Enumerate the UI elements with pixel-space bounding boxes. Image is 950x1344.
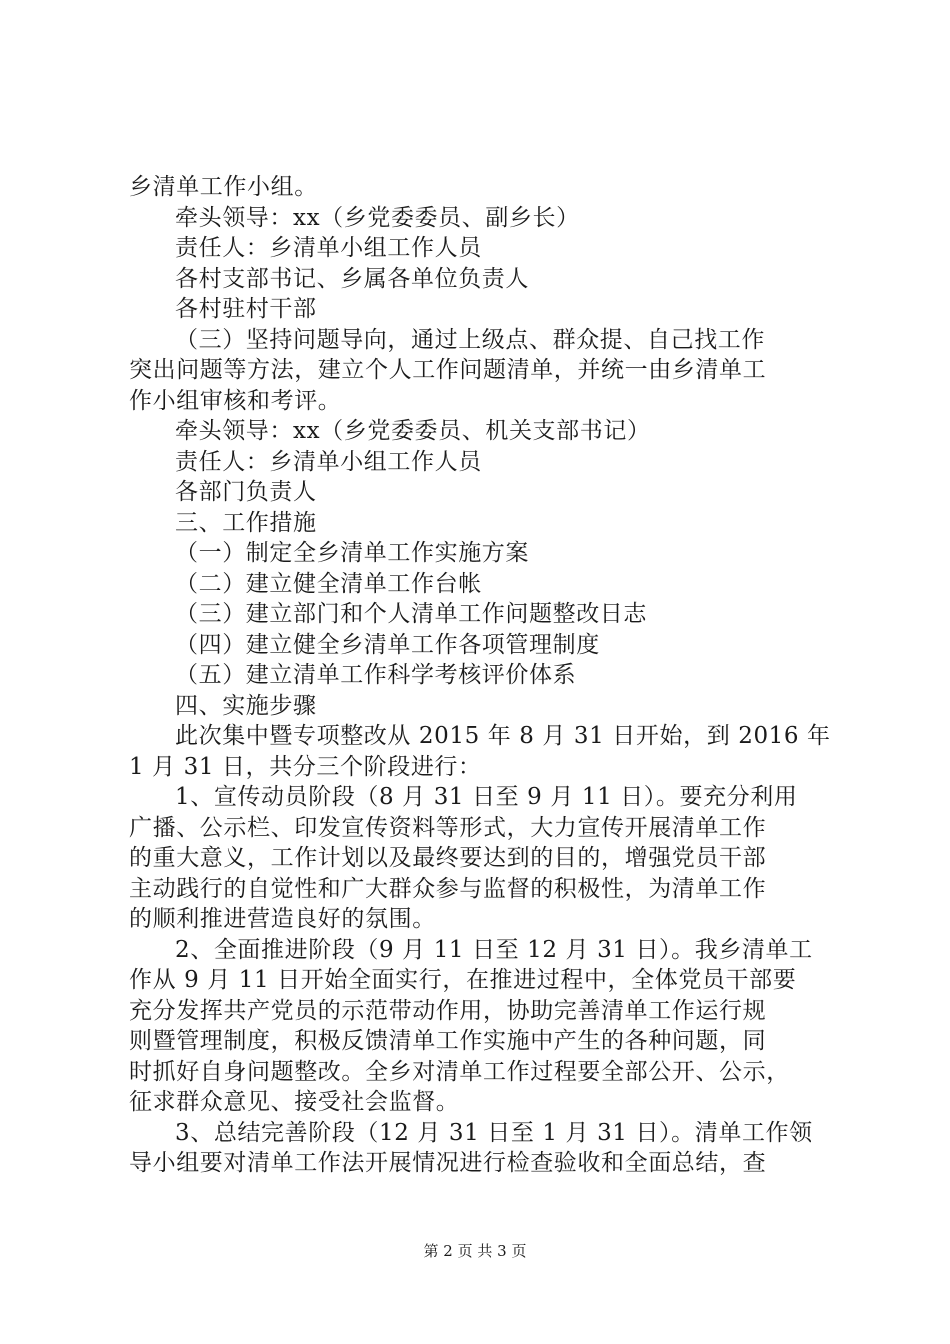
text-line: 责任人：乡清单小组工作人员 bbox=[175, 235, 482, 261]
text-line: 充分发挥共产党员的示范带动作用，协助完善清单工作运行规 bbox=[129, 997, 767, 1024]
text-line: 三、工作措施 bbox=[175, 509, 317, 536]
text-line: 各部门负责人 bbox=[175, 479, 317, 505]
text-line: 牵头领导：xx（乡党委委员、副乡长） bbox=[175, 204, 580, 231]
text-line: 牵头领导：xx（乡党委委员、机关支部书记） bbox=[175, 418, 651, 444]
text-line: （五）建立清单工作科学考核评价体系 bbox=[175, 662, 577, 688]
page-footer: 第 2 页 共 3 页 bbox=[423, 1242, 527, 1260]
document-body bbox=[129, 172, 834, 1179]
text-line: 各村支部书记、乡属各单位负责人 bbox=[175, 265, 529, 292]
text-line: 3、总结完善阶段（12 月 31 日至 1 月 31 日）。清单工作领 bbox=[175, 1119, 813, 1146]
text-line: （一）制定全乡清单工作实施方案 bbox=[175, 540, 529, 566]
text-line: 此次集中暨专项整改从 2015 年 8 月 31 日开始，到 2016 年 bbox=[175, 723, 831, 749]
text-line: 广播、公示栏、印发宣传资料等形式，大力宣传开展清单工作 bbox=[129, 814, 767, 841]
text-line: 突出问题等方法，建立个人工作问题清单，并统一由乡清单工 bbox=[129, 357, 767, 383]
text-line: 时抓好自身问题整改。全乡对清单工作过程要全部公开、公示， bbox=[129, 1058, 790, 1085]
text-line: 主动践行的自觉性和广大群众参与监督的积极性，为清单工作 bbox=[129, 875, 767, 902]
text-line: 作小组审核和考评。 bbox=[129, 387, 342, 414]
text-line: 各村驻村干部 bbox=[175, 296, 317, 322]
text-line: （三）建立部门和个人清单工作问题整改日志 bbox=[175, 601, 647, 627]
text-line: 作从 9 月 11 日开始全面实行，在推进过程中，全体党员干部要 bbox=[129, 967, 797, 993]
text-line: 征求群众意见、接受社会监督。 bbox=[129, 1089, 460, 1115]
text-line: 1、宣传动员阶段（8 月 31 日至 9 月 11 日）。要充分利用 bbox=[175, 784, 798, 810]
text-line: （三）坚持问题导向，通过上级点、群众提、自己找工作 bbox=[175, 326, 765, 353]
text-line: 导小组要对清单工作法开展情况进行检查验收和全面总结，查 bbox=[129, 1150, 767, 1176]
text-line: 责任人：乡清单小组工作人员 bbox=[175, 448, 482, 475]
text-line: 的顺利推进营造良好的氛围。 bbox=[129, 906, 436, 932]
text-line: 乡清单工作小组。 bbox=[129, 174, 318, 200]
text-line: 则暨管理制度，积极反馈清单工作实施中产生的各种问题，同 bbox=[129, 1028, 767, 1054]
text-line: 2、全面推进阶段（9 月 11 日至 12 月 31 日）。我乡清单工 bbox=[175, 936, 813, 963]
text-line: （二）建立健全清单工作台帐 bbox=[175, 570, 482, 597]
text-line: 1 月 31 日，共分三个阶段进行： bbox=[129, 753, 482, 780]
text-line: 四、实施步骤 bbox=[175, 692, 317, 719]
text-line: 的重大意义，工作计划以及最终要达到的目的，增强党员干部 bbox=[129, 845, 767, 871]
text-line: （四）建立健全乡清单工作各项管理制度 bbox=[175, 631, 600, 658]
